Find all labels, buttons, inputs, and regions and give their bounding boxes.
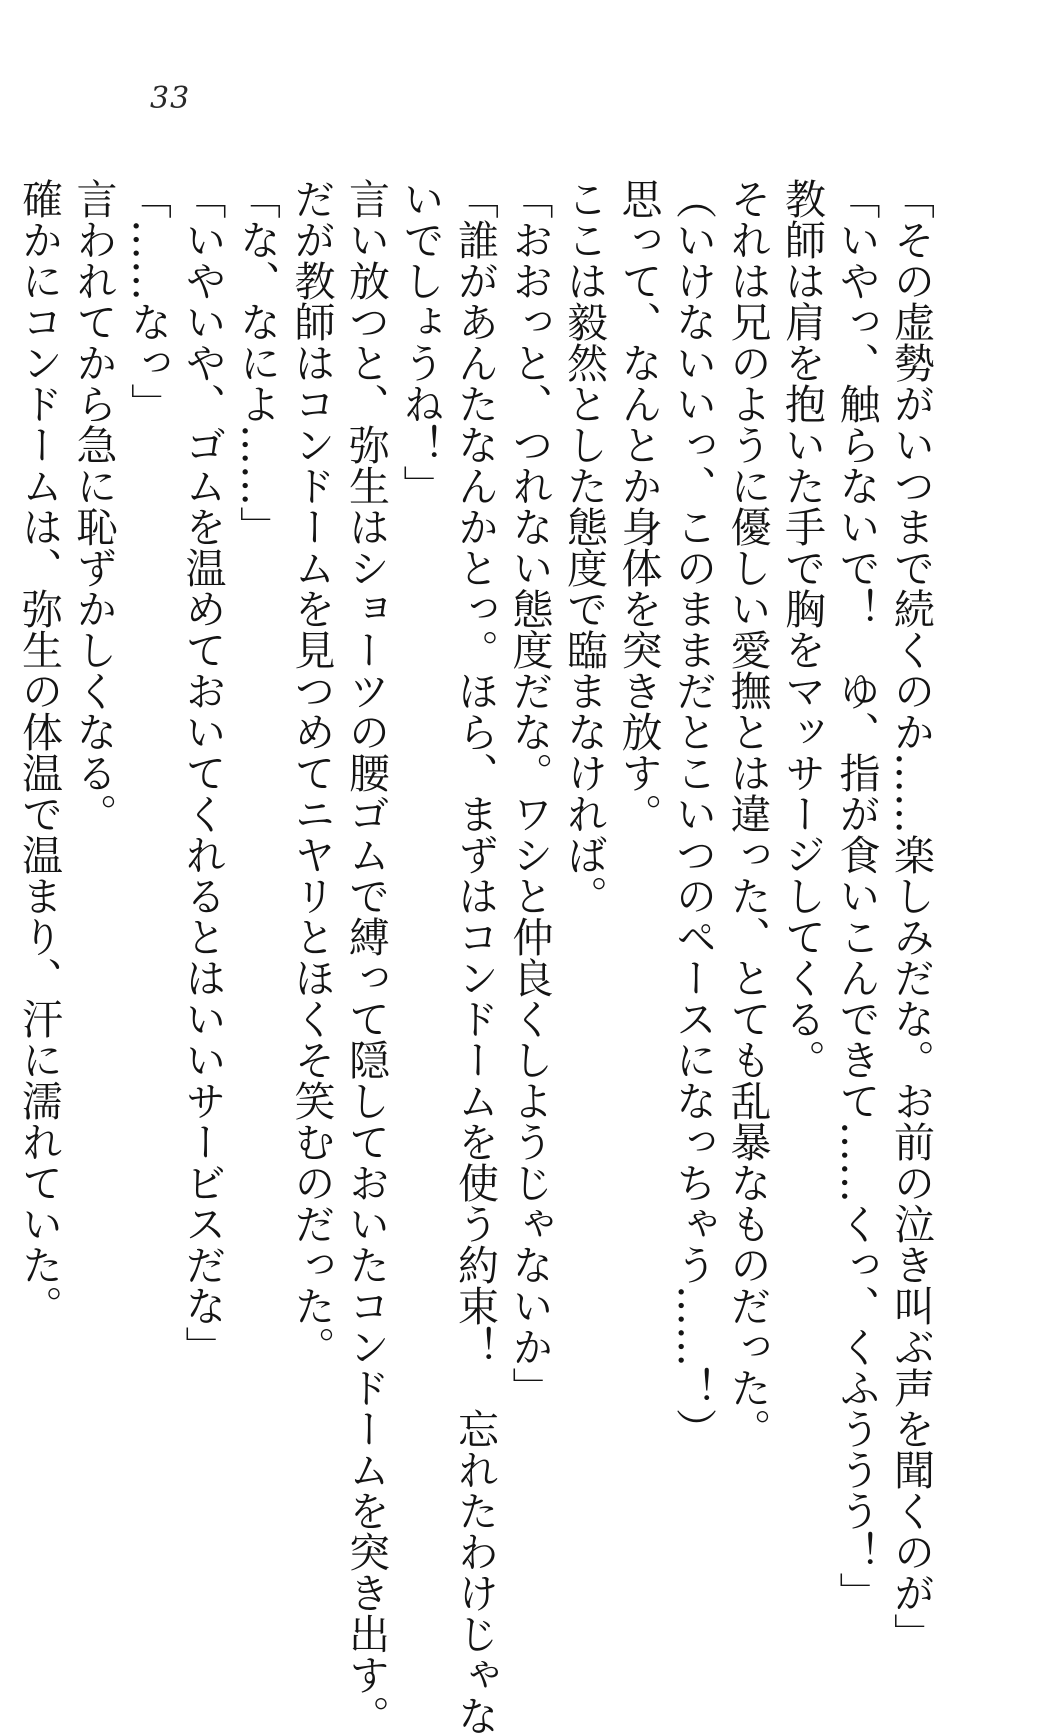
text-line: 「な、なによ……」 [233, 178, 281, 547]
text-line: だが教師はコンドームを見つめてニヤリとほくそ笑むのだった。 [287, 178, 336, 1367]
vertical-body-text [15, 178, 938, 1736]
text-line: 「おおっと、つれない態度だな。ワシと仲良くしようじゃないか」 [505, 178, 554, 1408]
page-number: 33 [150, 81, 191, 116]
text-line: いでしょうね！」 [396, 178, 445, 506]
text-line: 確かにコンドームは、弥生の体温で温まり、汗に濡れていた。 [15, 178, 63, 1326]
text-line: 「……なっ」 [124, 178, 172, 424]
text-line: 「いやっ、触らないで！ ゆ、指が食いこんできて……くっ、くふううう！」 [832, 178, 881, 1613]
text-line: 「いやいや、ゴムを温めておいてくれるとはいいサービスだな」 [178, 178, 227, 1367]
text-line: 「誰があんたなんかとっ。ほら、まずはコンドームを使う約束！ 忘れたわけじゃな [451, 178, 499, 1736]
text-line: 思って、なんとか身体を突き放す。 [614, 178, 663, 834]
text-line: ここは毅然とした態度で臨まなければ。 [560, 178, 608, 916]
text-line: 言い放つと、弥生はショーツの腰ゴムで縛って隠しておいたコンドームを突き出す。 [342, 178, 390, 1736]
text-line: 「その虚勢がいつまで続くのか……楽しみだな。お前の泣き叫ぶ声を聞くのが」 [887, 178, 935, 1654]
text-line: それは兄のように優しい愛撫とは違った、とても乱暴なものだった。 [723, 178, 772, 1449]
text-line: 言われてから急に恥ずかしくなる。 [69, 178, 118, 834]
text-line: （いけないいっ、このままだとこいつのペースになっちゃう……！） [669, 178, 717, 1449]
text-line: 教師は肩を抱いた手で胸をマッサージしてくる。 [778, 178, 826, 1080]
